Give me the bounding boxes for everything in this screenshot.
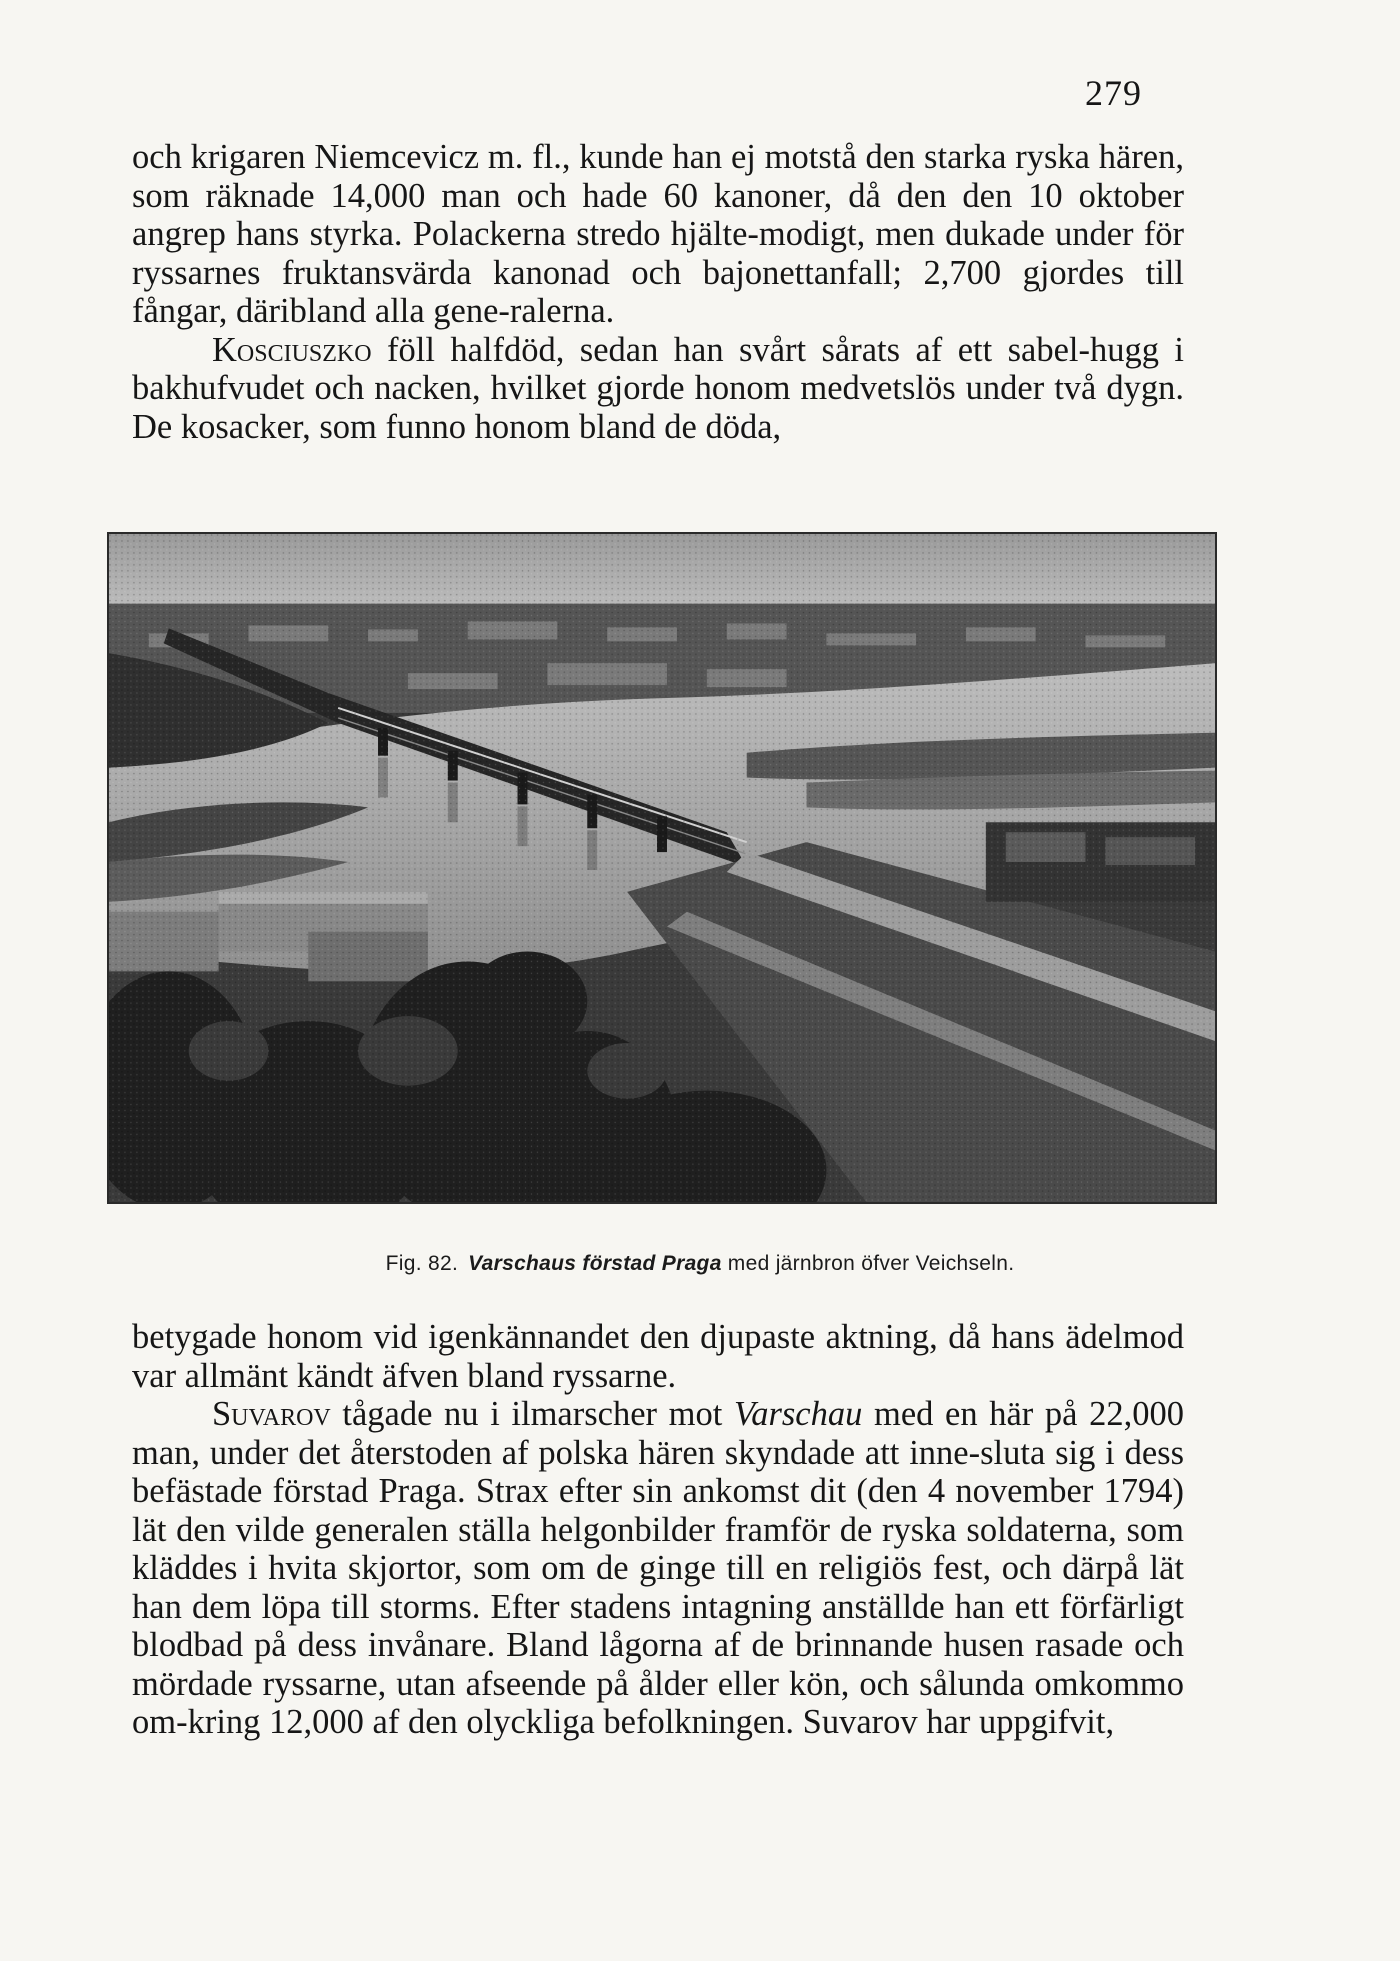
- caption-italic: Varschaus förstad Praga: [468, 1252, 722, 1275]
- top-text-block: [132, 138, 1184, 446]
- bridge-photo-illustration: [109, 534, 1215, 1202]
- caption-text: med järnbron öfver Veichseln.: [721, 1252, 1015, 1275]
- paragraph-1: [132, 138, 1184, 331]
- figure-label: Fig. 82.: [385, 1252, 459, 1275]
- text-segment: tågade nu i ilmarscher mot: [330, 1395, 734, 1433]
- bottom-text-block: [132, 1318, 1184, 1742]
- name-kosciuszko: Kosciuszko: [212, 330, 372, 369]
- text-segment: betygade honom vid igenkännandet den djupaste aktning, då hans ädelmod var allmänt kändt äfven bland ryssarne.: [132, 1318, 1184, 1395]
- figure-caption: [0, 1252, 1400, 1276]
- paragraph-2: [132, 331, 1184, 447]
- page-number: 279: [1085, 73, 1142, 113]
- text-segment: föll halfdöd, sedan han svårt sårats af ett sabel-hugg i bakhufvudet och nacken, hvilket gjorde honom medvetslös under två dygn. De kosacker, som funno honom bland de döda,: [132, 330, 1184, 446]
- name-suvarov: Suvarov: [212, 1395, 331, 1433]
- paragraph-3: [132, 1318, 1184, 1395]
- figure-photograph: [107, 532, 1217, 1204]
- text-segment: och krigaren Niemcevicz m. fl., kunde han ej motstå den starka ryska hären, som räknade 14,000 man och hade 60 kanoner, då den den 10 oktober angrep hans styrka. Polackerna stredo hjälte-modigt, men dukade under för ryssarnes fruktansvärda kanonad och bajonettanfall; 2,700 gjordes till fångar, däribland alla gene-ralerna.: [132, 138, 1184, 330]
- paragraph-4: [132, 1395, 1184, 1742]
- place-varschau: Varschau: [733, 1395, 863, 1433]
- text-segment: med en här på 22,000 man, under det återstoden af polska hären skyndade att inne-sluta sig i dess befästade förstad Praga. Strax efter sin ankomst dit (den 4 november 1794) lät den vilde generalen ställa helgonbilder framför de ryska soldaterna, som kläddes i hvita skjortor, som om de ginge till en religiös fest, och därpå lät han dem löpa till storms. Efter stadens intagning anställde han ett förfärligt blodbad på dess invånare. Bland lågorna af de brinnande husen rasade och mördade ryssarne, utan afseende på ålder eller kön, och sålunda omkommo om-kring 12,000 af den olyckliga befolkningen. Suvarov har uppgifvit,: [132, 1395, 1184, 1741]
